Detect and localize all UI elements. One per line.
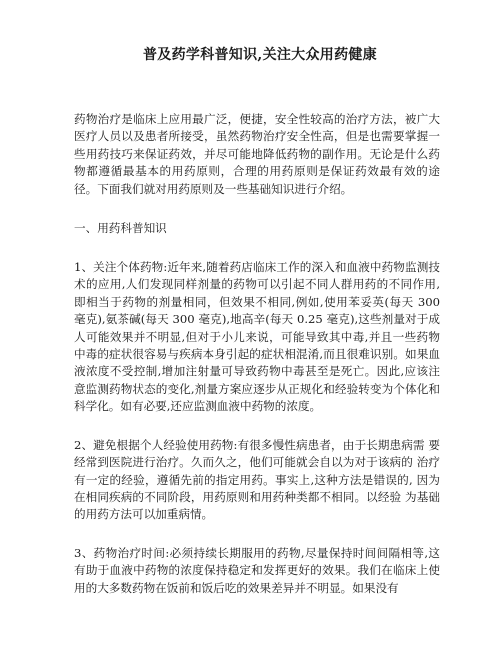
intro-paragraph: 药物治疗是临床上应用最广泛，便捷，安全性较高的治疗方法，被广大医疗人员以及患者所接受，虽然药物治疗安全性高，但是也需要掌握一些用药技巧来保证药效，并尽可能地降低药物的副作用。无论是什么药物都遵循最基本的用药原则，合理的用药原则是保证药效最有效的途径。下面我们就对用药原则及一些基础知识进行介绍。 (74, 112, 440, 196)
paragraph-2: 2、避免根据个人经验使用药物:有很多慢性病患者，由于长期患病需 要经常到医院进行治疗。久而久之，他们可能就会自以为对于该病的 治疗有一定的经验，遵循先前的指定用药。事实上,这种方法是错误的, 因为在相同疾病的不同阶段，用药原则和用药种类都不相同。以经验 为基础的用药方法可以加重病情。 (74, 437, 440, 522)
section-heading: 一、用药科普知识 (74, 221, 167, 236)
paragraph-1: 1、关注个体药物:近年来,随着药店临床工作的深入和血液中药物监测技术的应用,人们发现同样剂量的药物可以引起不同人群用药的不同作用,即相当于药物的剂量相同，但效果不相同,例如,使用苯妥英(每天 300 毫克),氨茶碱(每天 300 毫克),地高辛(每天 0.25 毫克),这些剂量对于成人可能效果并不明显,但对于小儿来说，可能导致其中毒,并且一些药物中毒的症状很容易与疾病本身引起的症状相混淆,而且很难识别。如果血液浓度不受控制,增加注射量可导致药物中毒甚至是死亡。因此,应该注意监测药物状态的变化,剂量方案应逐步从正规化和经验转变为个体化和科学化。如有必要,还应监测血液中药物的浓度。 (74, 260, 440, 414)
document-title: 普及药学科普知识,关注大众用药健康 (143, 47, 377, 63)
paragraph-3: 3、药物治疗时间:必须持续长期服用的药物,尽量保持时间间隔相等,这有助于血液中药物的浓度保持稳定和发挥更好的效果。我们在临床上使用的大多数药物在饭前和饭后吃的效果差异并不明显。如果没有 (74, 545, 440, 595)
